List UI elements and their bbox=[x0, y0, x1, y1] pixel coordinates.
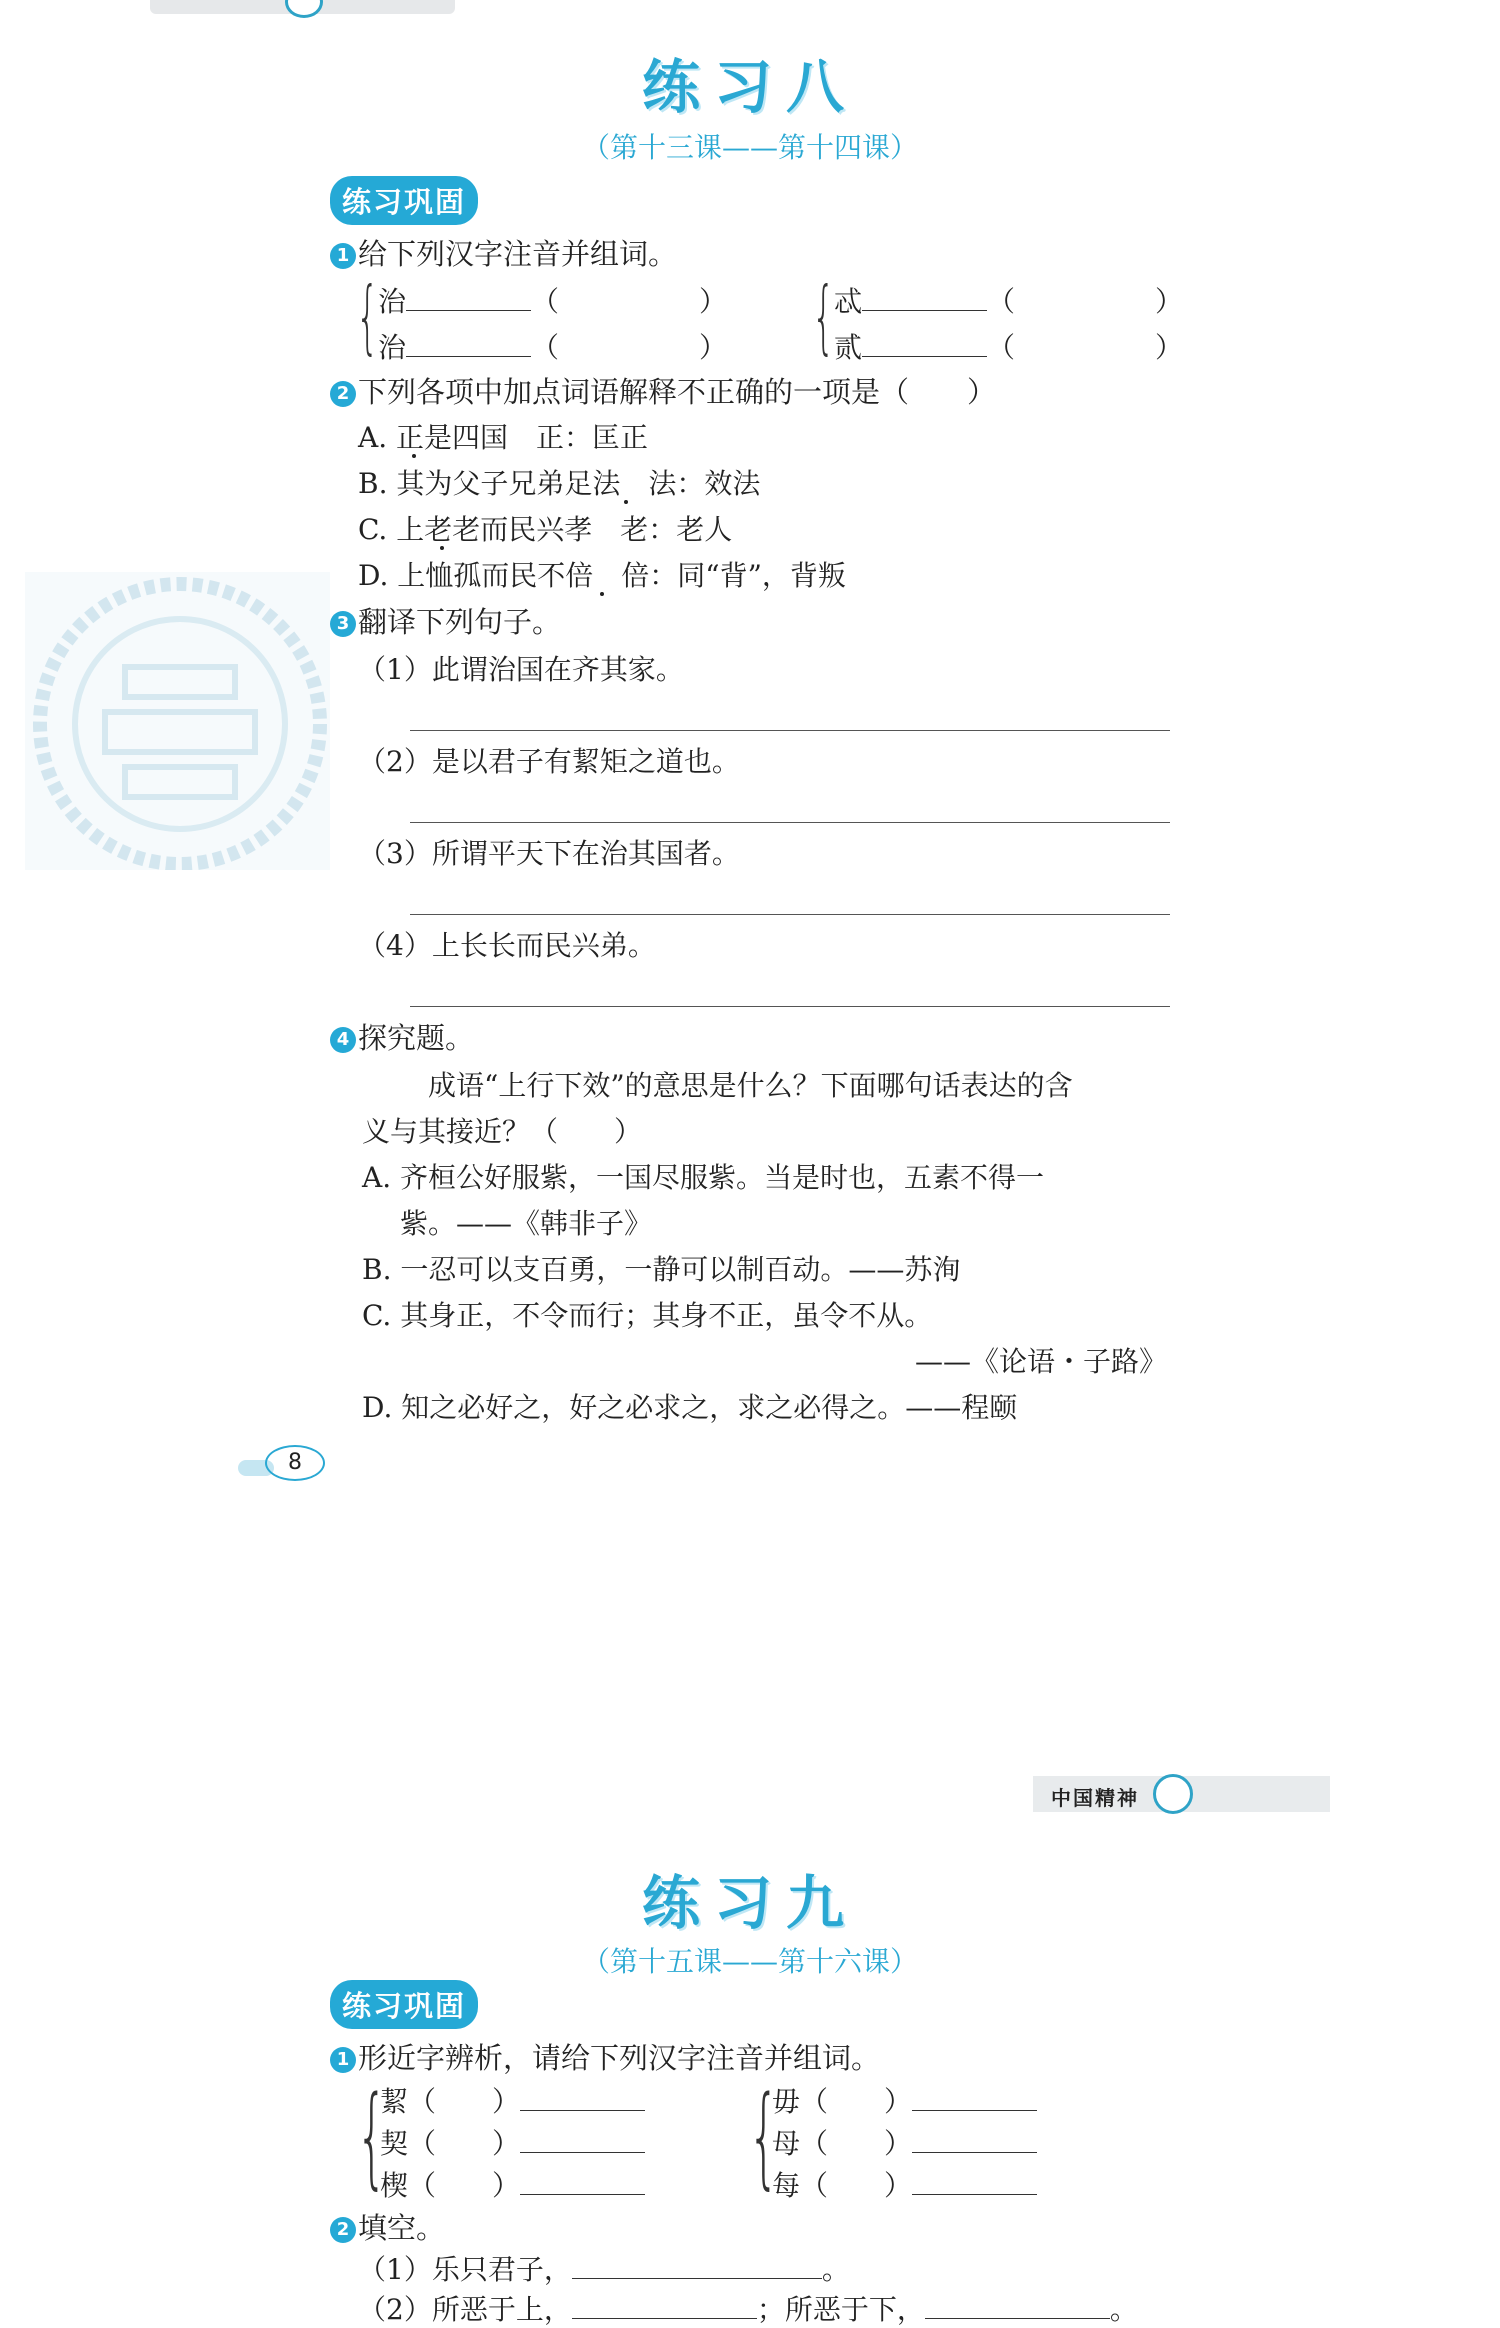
char-row: 楔（ ） bbox=[380, 2164, 645, 2204]
emphasis-dot bbox=[600, 592, 604, 596]
translate-item-2: （2）是以君子有絜矩之道也。 bbox=[358, 745, 740, 778]
char-row: 每（ ） bbox=[772, 2164, 1037, 2204]
header-label: 中国精神 bbox=[1051, 1786, 1139, 1810]
brace-icon: { bbox=[812, 270, 835, 363]
answer-blank[interactable] bbox=[862, 286, 987, 311]
answer-blank[interactable] bbox=[520, 2170, 645, 2195]
page-subtitle: （第十五课——第十六课） bbox=[581, 1945, 918, 1978]
question-text: 形近字辨析，请给下列汉字注音并组词。 bbox=[358, 2041, 881, 2075]
brace-icon: { bbox=[356, 2072, 388, 2200]
paragraph-line: 义与其接近？（ ） bbox=[362, 1115, 643, 1148]
q1-right-row-2: 贰 （ ） bbox=[834, 331, 1184, 364]
horse-emblem-icon bbox=[1153, 1774, 1193, 1814]
answer-line[interactable] bbox=[410, 914, 1170, 915]
question-text: 下列各项中加点词语解释不正确的一项是（ ） bbox=[358, 375, 997, 409]
option-d: D. 上恤孤而民不倍 倍：同“背”，背叛 bbox=[358, 559, 846, 592]
brace-icon: { bbox=[356, 270, 379, 363]
question-text: 给下列汉字注音并组词。 bbox=[358, 237, 678, 271]
emphasis-dot bbox=[440, 546, 444, 550]
paragraph-line: 成语“上行下效”的意思是什么？下面哪句话表达的含 bbox=[428, 1069, 1073, 1102]
question-number: 3 bbox=[330, 611, 356, 637]
question-text: 填空。 bbox=[358, 2211, 446, 2245]
question-number: 2 bbox=[330, 2217, 356, 2243]
question-number: 4 bbox=[330, 1027, 356, 1053]
question-2 bbox=[330, 2206, 445, 2247]
option-b: B. 一忍可以支百勇，一静可以制百动。——苏洵 bbox=[362, 1253, 961, 1286]
brace-icon: { bbox=[748, 2072, 780, 2200]
answer-blank[interactable] bbox=[520, 2128, 645, 2153]
question-3 bbox=[330, 600, 561, 641]
char-row: 契（ ） bbox=[380, 2122, 645, 2162]
answer-blank[interactable] bbox=[912, 2170, 1037, 2195]
seal-watermark bbox=[25, 572, 330, 870]
question-1 bbox=[330, 2036, 880, 2077]
question-4 bbox=[330, 1016, 474, 1057]
fill-item-1: （1）乐只君子， 。 bbox=[358, 2253, 850, 2286]
page-number: 8 bbox=[265, 1445, 325, 1481]
translate-item-1: （1）此谓治国在齐其家。 bbox=[358, 653, 684, 686]
answer-blank[interactable] bbox=[406, 286, 531, 311]
question-number: 1 bbox=[330, 243, 356, 269]
page-title: 练习八 bbox=[641, 53, 858, 121]
question-number: 2 bbox=[330, 381, 356, 407]
option-c: C. 上老老而民兴孝 老：老人 bbox=[358, 513, 733, 546]
q1-left-row-1: 治 （ ） bbox=[378, 285, 728, 318]
option-c-source: ——《论语・子路》 bbox=[915, 1345, 1168, 1378]
option-b: B. 其为父子兄弟足法 法：效法 bbox=[358, 467, 761, 500]
option-a: A. 齐桓公好服紫，一国尽服紫。当是时也，五素不得一 bbox=[362, 1161, 1045, 1194]
answer-blank[interactable] bbox=[406, 332, 531, 357]
option-d: D. 知之必好之，好之必求之，求之必得之。——程颐 bbox=[362, 1391, 1018, 1424]
answer-line[interactable] bbox=[410, 822, 1170, 823]
q1-right-row-1: 忒 （ ） bbox=[834, 285, 1184, 318]
emphasis-dot bbox=[624, 500, 628, 504]
char-row: 絜（ ） bbox=[380, 2080, 645, 2120]
top-header-bar bbox=[150, 0, 455, 14]
answer-blank[interactable] bbox=[520, 2086, 645, 2111]
answer-blank[interactable] bbox=[862, 332, 987, 357]
right-header-bar bbox=[1033, 1776, 1330, 1812]
question-2 bbox=[330, 370, 996, 411]
answer-blank[interactable] bbox=[925, 2294, 1110, 2319]
horse-emblem-icon bbox=[285, 0, 323, 18]
question-1 bbox=[330, 232, 677, 273]
answer-blank[interactable] bbox=[912, 2086, 1037, 2111]
section-badge: 练习巩固 bbox=[330, 1980, 478, 2029]
page-subtitle: （第十三课——第十四课） bbox=[581, 131, 918, 164]
page-title: 练习九 bbox=[641, 1869, 858, 1937]
answer-line[interactable] bbox=[410, 1006, 1170, 1007]
question-text: 探究题。 bbox=[358, 1021, 475, 1055]
section-badge: 练习巩固 bbox=[330, 176, 478, 225]
char-row: 母（ ） bbox=[772, 2122, 1037, 2162]
answer-blank[interactable] bbox=[572, 2294, 757, 2319]
option-a-source: 紫。——《韩非子》 bbox=[400, 1207, 653, 1240]
option-c: C. 其身正，不令而行；其身不正，虽令不从。 bbox=[362, 1299, 933, 1332]
char-row: 毋（ ） bbox=[772, 2080, 1037, 2120]
translate-item-4: （4）上长长而民兴弟。 bbox=[358, 929, 656, 962]
emphasis-dot bbox=[412, 454, 416, 458]
question-number: 1 bbox=[330, 2047, 356, 2073]
question-text: 翻译下列句子。 bbox=[358, 605, 562, 639]
q1-left-row-2: 治 （ ） bbox=[378, 331, 728, 364]
answer-blank[interactable] bbox=[572, 2254, 822, 2279]
answer-blank[interactable] bbox=[912, 2128, 1037, 2153]
answer-line[interactable] bbox=[410, 730, 1170, 731]
fill-item-2: （2）所恶于上， ；所恶于下， 。 bbox=[358, 2293, 1138, 2326]
translate-item-3: （3）所谓平天下在治其国者。 bbox=[358, 837, 740, 870]
option-a: A. 正是四国 正：匡正 bbox=[358, 421, 649, 454]
